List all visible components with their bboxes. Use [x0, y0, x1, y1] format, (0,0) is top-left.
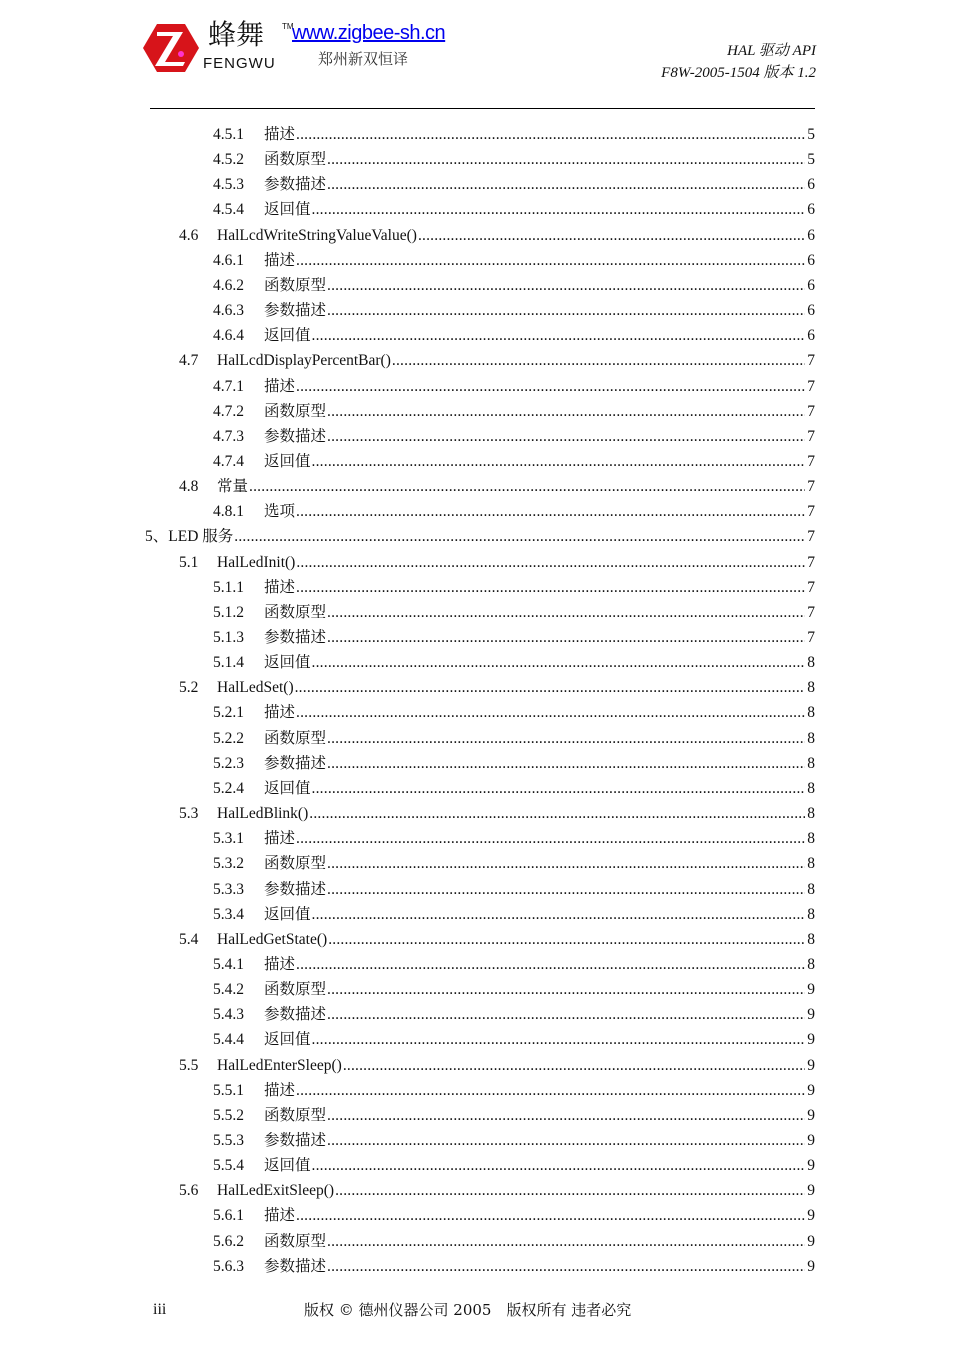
toc-leader-dots: [296, 124, 805, 146]
toc-entry[interactable]: [179, 476, 815, 498]
toc-entry-title: 返回值: [264, 779, 311, 797]
toc-entry-page: 5: [807, 126, 815, 143]
toc-entry[interactable]: [179, 1055, 815, 1077]
toc-entry-page: 9: [807, 981, 815, 999]
toc-entry-title: 函数原型: [264, 603, 327, 621]
toc-entry-page: 9: [807, 1207, 815, 1225]
toc-entry-title: HalLcdWriteStringValueValue(): [217, 226, 417, 244]
toc-entry-number: 4.7.1: [213, 377, 244, 395]
toc-leader-dots: [418, 225, 805, 247]
toc-entry-title: 选项: [264, 503, 296, 521]
brand-name-en: FENGWU: [203, 55, 276, 72]
toc-entry-page: 8: [807, 955, 815, 973]
toc-entry-title: 描述: [264, 377, 296, 395]
toc-leader-dots: [327, 1004, 805, 1026]
toc-entry-page: 6: [807, 276, 815, 294]
toc-entry-page: 6: [807, 251, 815, 269]
toc-entry-number: 5.1.3: [213, 629, 244, 646]
toc-entry-page: 7: [807, 402, 815, 420]
toc-entry-title: 返回值: [264, 1031, 311, 1049]
toc-entry-number: 4.6.2: [213, 276, 244, 294]
toc-entry[interactable]: [213, 401, 815, 423]
toc-entry-number: 5.4.3: [213, 1006, 244, 1024]
toc-entry-number: 5.5.3: [213, 1132, 244, 1149]
toc-entry[interactable]: [213, 828, 815, 850]
toc-entry[interactable]: [213, 1205, 815, 1227]
toc-entry[interactable]: [213, 778, 815, 800]
toc-entry[interactable]: [213, 627, 815, 649]
toc-entry[interactable]: [213, 501, 815, 523]
toc-entry-title: 返回值: [264, 452, 311, 470]
toc-entry-title: HalLedGetState(): [217, 930, 328, 948]
toc-entry-number: 4.7: [179, 352, 199, 370]
trademark: TM: [282, 22, 294, 31]
toc-entry-number: 5.4: [179, 930, 199, 948]
toc-entry-title: HalLedEnterSleep(): [217, 1056, 342, 1074]
toc-entry-page: 8: [807, 880, 815, 898]
toc-entry-page: 6: [807, 201, 815, 219]
toc-leader-dots: [249, 476, 805, 498]
toc-entry-number: 5.3.2: [213, 855, 244, 873]
toc-entry-page: 8: [807, 654, 815, 672]
toc-entry-page: 9: [807, 1157, 815, 1175]
website-link[interactable]: www.zigbee-sh.cn: [292, 22, 446, 44]
toc-entry-number: 5.3.1: [213, 830, 244, 848]
toc-entry-number: 5.3.3: [213, 880, 244, 898]
toc-entry-title: 返回值: [264, 905, 311, 923]
toc-entry-page: 7: [807, 553, 815, 571]
toc-entry[interactable]: [213, 250, 815, 272]
toc-entry[interactable]: [145, 526, 815, 548]
toc-entry-page: 7: [807, 578, 815, 596]
toc-entry-page: 9: [807, 1182, 815, 1200]
toc-entry[interactable]: [213, 728, 815, 750]
toc-entry-page: 7: [807, 603, 815, 621]
toc-leader-dots: [312, 904, 805, 926]
toc-entry-title: 返回值: [264, 201, 311, 219]
toc-leader-dots: [295, 677, 805, 699]
doc-title: HAL 驱动 API: [727, 43, 816, 59]
toc-entry[interactable]: [213, 426, 815, 448]
toc-leader-dots: [327, 1231, 805, 1253]
toc-entry[interactable]: [213, 1130, 815, 1152]
toc-entry-number: 5.1.1: [213, 578, 244, 596]
toc-entry-number: 4.8.1: [213, 503, 244, 521]
toc-entry-number: 5、: [145, 528, 169, 546]
toc-leader-dots: [296, 250, 805, 272]
toc-entry[interactable]: [179, 677, 815, 699]
toc-entry[interactable]: [213, 1080, 815, 1102]
toc-leader-dots: [296, 828, 805, 850]
toc-leader-dots: [296, 577, 805, 599]
toc-leader-dots: [327, 979, 805, 1001]
toc-leader-dots: [309, 803, 805, 825]
toc-entry-page: 7: [807, 452, 815, 470]
toc-entry[interactable]: [213, 124, 815, 146]
toc-entry-page: 8: [807, 930, 815, 948]
toc-entry-number: 5.2.4: [213, 779, 244, 797]
toc-entry-page: 9: [807, 1031, 815, 1049]
toc-entry-title: 描述: [264, 578, 296, 596]
toc-entry-number: 5.6.3: [213, 1257, 244, 1275]
toc-leader-dots: [343, 1055, 805, 1077]
toc-entry-title: 参数描述: [264, 1257, 327, 1275]
toc-entry-title: 参数描述: [264, 1006, 327, 1024]
toc-entry-page: 8: [807, 754, 815, 772]
toc-entry-number: 5.6.1: [213, 1207, 244, 1225]
toc-entry[interactable]: [179, 1180, 815, 1202]
toc-entry[interactable]: [213, 602, 815, 624]
toc-entry-number: 5.3.4: [213, 905, 244, 923]
toc-entry-number: 5.4.1: [213, 955, 244, 973]
toc-entry-title: 返回值: [264, 327, 311, 345]
toc-entry-number: 5.5.4: [213, 1157, 244, 1175]
page-number: iii: [153, 1301, 167, 1318]
toc-leader-dots: [327, 149, 805, 171]
toc-entry-title: 函数原型: [264, 276, 327, 294]
toc-entry-number: 4.7.3: [213, 427, 244, 445]
toc-leader-dots: [327, 602, 805, 624]
toc-entry-number: 4.6: [179, 226, 199, 244]
toc-leader-dots: [327, 853, 805, 875]
toc-entry[interactable]: [213, 577, 815, 599]
toc-entry-title: 函数原型: [264, 402, 327, 420]
toc-entry-number: 5.5: [179, 1056, 199, 1074]
toc-entry-title: 描述: [264, 704, 296, 722]
toc-entry[interactable]: [213, 1155, 815, 1177]
toc-entry-number: 5.5.1: [213, 1081, 244, 1099]
toc-leader-dots: [327, 879, 805, 901]
toc-entry[interactable]: [213, 149, 815, 171]
toc-entry-page: 6: [807, 176, 815, 194]
toc-entry[interactable]: [179, 552, 815, 574]
toc-entry[interactable]: [179, 803, 815, 825]
toc-entry-page: 8: [807, 729, 815, 747]
toc-leader-dots: [327, 728, 805, 750]
toc-entry-page: 6: [807, 302, 815, 320]
toc-entry-number: 4.6.1: [213, 251, 244, 269]
toc-entry[interactable]: [213, 325, 815, 347]
toc-entry-title: 常量: [217, 478, 249, 496]
toc-entry-number: 5.1.4: [213, 654, 244, 672]
toc-entry-page: 6: [807, 226, 815, 244]
toc-entry[interactable]: [213, 702, 815, 724]
toc-entry-number: 5.3: [179, 805, 199, 823]
toc-entry[interactable]: [213, 1256, 815, 1278]
toc-leader-dots: [296, 501, 805, 523]
toc-leader-dots: [312, 199, 805, 221]
toc-leader-dots: [392, 350, 805, 372]
toc-leader-dots: [327, 174, 805, 196]
toc-entry-page: 8: [807, 704, 815, 722]
toc-entry-title: 函数原型: [264, 981, 327, 999]
toc-leader-dots: [327, 627, 805, 649]
toc-entry-title: 描述: [264, 126, 296, 143]
toc-leader-dots: [328, 929, 805, 951]
toc-entry-title: 描述: [264, 1081, 296, 1099]
toc-entry-page: 5: [807, 151, 815, 169]
toc-entry-page: 8: [807, 779, 815, 797]
doc-version: F8W-2005-1504 版本 1.2: [661, 65, 816, 81]
toc-entry[interactable]: [213, 904, 815, 926]
toc-leader-dots: [327, 300, 805, 322]
toc-entry-number: 5.2.3: [213, 754, 244, 772]
toc-entry-page: 7: [807, 528, 815, 546]
toc-entry[interactable]: [213, 979, 815, 1001]
fengwu-logo-icon: [143, 22, 199, 74]
toc-entry-page: 7: [807, 352, 815, 370]
toc-leader-dots: [296, 702, 805, 724]
toc-entry-number: 5.1: [179, 553, 199, 571]
toc-entry[interactable]: [213, 1004, 815, 1026]
toc-entry-page: 9: [807, 1056, 815, 1074]
toc-entry-page: 8: [807, 679, 815, 697]
toc-entry-title: 描述: [264, 251, 296, 269]
toc-entry-number: 4.7.4: [213, 452, 244, 470]
toc-entry-title: 函数原型: [264, 1106, 327, 1124]
toc-entry[interactable]: [213, 376, 815, 398]
toc-entry[interactable]: [213, 879, 815, 901]
toc-entry-page: 9: [807, 1006, 815, 1024]
toc-entry-number: 4.6.3: [213, 302, 244, 320]
toc-entry-number: 4.5.3: [213, 176, 244, 194]
toc-entry-number: 4.7.2: [213, 402, 244, 420]
toc-entry-number: 5.5.2: [213, 1106, 244, 1124]
toc-entry-title: 描述: [264, 955, 296, 973]
toc-leader-dots: [327, 1256, 805, 1278]
toc-leader-dots: [312, 325, 805, 347]
toc-leader-dots: [312, 451, 805, 473]
toc-entry[interactable]: [213, 954, 815, 976]
toc-entry[interactable]: [213, 199, 815, 221]
toc-entry[interactable]: [213, 853, 815, 875]
toc-entry-number: 4.5.1: [213, 126, 244, 143]
toc-entry-number: 5.6.2: [213, 1232, 244, 1250]
toc-entry-title: 返回值: [264, 1157, 311, 1175]
toc-leader-dots: [296, 376, 805, 398]
toc-entry-page: 7: [807, 478, 815, 496]
toc-entry-page: 9: [807, 1257, 815, 1275]
toc-entry-title: HalLedSet(): [217, 679, 294, 697]
toc-entry-page: 7: [807, 629, 815, 646]
header-subtitle: 郑州新双恒译: [318, 50, 409, 68]
toc-entry[interactable]: [179, 929, 815, 951]
toc-entry[interactable]: [213, 1105, 815, 1127]
toc-entry-title: 参数描述: [264, 302, 327, 320]
toc-entry-title: 返回值: [264, 654, 311, 672]
toc-leader-dots: [327, 753, 805, 775]
toc-leader-dots: [327, 1105, 805, 1127]
toc-leader-dots: [296, 954, 805, 976]
toc-entry[interactable]: [213, 652, 815, 674]
toc-entry-page: 6: [807, 327, 815, 345]
toc-entry-number: 5.6: [179, 1182, 199, 1200]
toc-entry-number: 5.2.1: [213, 704, 244, 722]
toc-entry-page: 8: [807, 855, 815, 873]
toc-leader-dots: [312, 652, 805, 674]
brand-name-cn: 蜂舞: [208, 18, 265, 51]
toc-entry[interactable]: [213, 275, 815, 297]
toc-leader-dots: [312, 1029, 805, 1051]
toc-entry[interactable]: [213, 1231, 815, 1253]
toc-entry[interactable]: [213, 451, 815, 473]
toc-entry-title: 函数原型: [264, 729, 327, 747]
toc-entry-title: HalLedBlink(): [217, 805, 309, 823]
toc-entry-title: HalLedExitSleep(): [217, 1182, 335, 1200]
toc-entry-title: 函数原型: [264, 151, 327, 169]
toc-entry-page: 9: [807, 1132, 815, 1149]
toc-entry-title: HalLedInit(): [217, 553, 296, 571]
toc-entry-title: 参数描述: [264, 629, 327, 646]
toc-entry-number: 5.2.2: [213, 729, 244, 747]
toc-leader-dots: [335, 1180, 805, 1202]
toc-leader-dots: [296, 552, 805, 574]
toc-entry-number: 5.4.4: [213, 1031, 244, 1049]
toc-entry-page: 9: [807, 1232, 815, 1250]
toc-leader-dots: [327, 1130, 805, 1152]
toc-entry-title: 参数描述: [264, 880, 327, 898]
toc-entry-title: 描述: [264, 830, 296, 848]
toc-entry-page: 8: [807, 830, 815, 848]
toc-entry-page: 9: [807, 1106, 815, 1124]
toc-entry-title: 参数描述: [264, 1132, 327, 1149]
toc-entry-page: 8: [807, 905, 815, 923]
toc-entry-page: 7: [807, 377, 815, 395]
toc-entry-title: 描述: [264, 1207, 296, 1225]
toc-entry-title: 参数描述: [264, 754, 327, 772]
toc-leader-dots: [234, 526, 805, 548]
toc-entry-title: 参数描述: [264, 427, 327, 445]
toc-entry[interactable]: [179, 225, 815, 247]
toc-entry-number: 4.5.4: [213, 201, 244, 219]
toc-entry-title: 参数描述: [264, 176, 327, 194]
toc-leader-dots: [327, 426, 805, 448]
toc-entry-number: 4.5.2: [213, 151, 244, 169]
toc-entry-number: 4.8: [179, 478, 199, 496]
toc-entry-page: 8: [807, 805, 815, 823]
toc-entry-page: 7: [807, 427, 815, 445]
toc-leader-dots: [296, 1205, 805, 1227]
toc-entry[interactable]: [213, 174, 815, 196]
toc-entry-number: 4.6.4: [213, 327, 244, 345]
toc-leader-dots: [327, 401, 805, 423]
toc-entry[interactable]: [213, 300, 815, 322]
toc-entry-title: LED 服务: [168, 528, 234, 546]
toc-leader-dots: [312, 1155, 805, 1177]
toc-entry[interactable]: [213, 753, 815, 775]
copyright-notice: 版权 © 德州仪器公司 2005 版权所有 违者必究: [304, 1301, 632, 1319]
toc-leader-dots: [296, 1080, 805, 1102]
toc-entry-number: 5.2: [179, 679, 199, 697]
toc-entry-title: 函数原型: [264, 855, 327, 873]
toc-entry[interactable]: [213, 1029, 815, 1051]
toc-entry-number: 5.1.2: [213, 603, 244, 621]
toc-entry-title: 函数原型: [264, 1232, 327, 1250]
header-divider: [150, 108, 815, 109]
toc-leader-dots: [327, 275, 805, 297]
toc-leader-dots: [312, 778, 805, 800]
toc-entry[interactable]: [179, 350, 815, 372]
toc-entry-number: 5.4.2: [213, 981, 244, 999]
toc-entry-page: 9: [807, 1081, 815, 1099]
toc-entry-page: 7: [807, 503, 815, 521]
toc-entry-title: HalLcdDisplayPercentBar(): [217, 352, 391, 370]
